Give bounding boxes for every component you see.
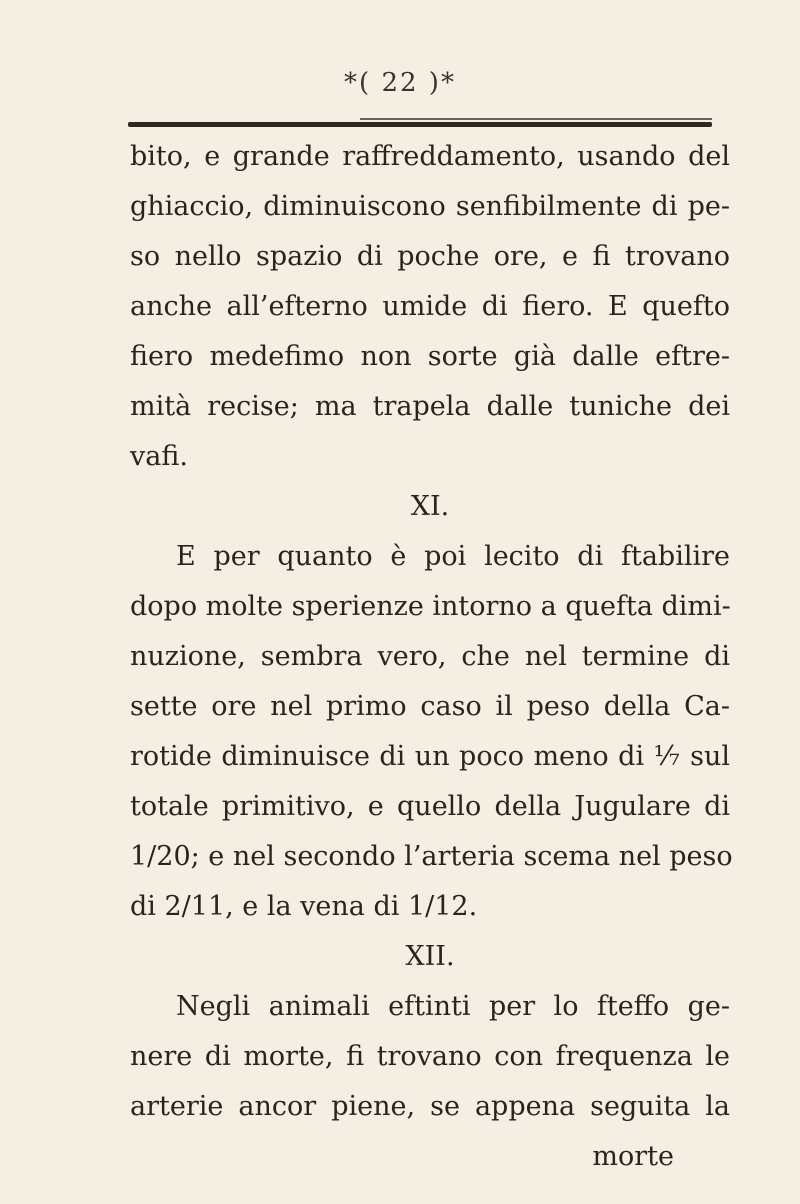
text-line: mità recise; ma trapela dalle tuniche dei (130, 391, 730, 422)
text-line: di 2/11, e la vena di 1/12. (130, 891, 478, 922)
text-line: bito, e grande raffreddamento, usando del (130, 141, 730, 172)
text-line: nuzione, sembra vero, che nel termine di (130, 641, 730, 672)
text-line: vafi. (130, 441, 188, 472)
header-rule-thin (360, 118, 712, 120)
section-heading: XII. (405, 941, 455, 972)
text-line: ghiaccio, diminuiscono senfibilmente di pe- (130, 191, 730, 222)
body-text (130, 132, 733, 1182)
page-number: *( 22 )* (344, 68, 456, 98)
text-line: anche all’efterno umide di fiero. E quefto (130, 291, 730, 322)
text-line: arterie ancor piene, se appena seguita la (130, 1091, 730, 1122)
text-line: so nello spazio di poche ore, e fi trovano (130, 241, 730, 272)
text-line: nere di morte, fi trovano con frequenza le (130, 1041, 730, 1072)
text-line: dopo molte sperienze intorno a quefta dimi- (130, 591, 731, 622)
text-line: E per quanto è poi lecito di ftabilire (176, 541, 730, 572)
text-line: Negli animali eftinti per lo fteffo ge- (176, 991, 730, 1022)
catchword: morte (592, 1141, 674, 1172)
text-line: totale primitivo, e quello della Jugulare di (130, 791, 730, 822)
header-rule (128, 122, 712, 127)
text-line: rotide diminuisce di un poco meno di ⅐ sul (130, 741, 730, 772)
text-line: fiero medefimo non sorte già dalle eftre- (130, 341, 730, 372)
text-line: 1/20; e nel secondo l’arteria scema nel peso (130, 841, 733, 872)
section-heading: XI. (410, 491, 450, 522)
text-line: sette ore nel primo caso il peso della Ca- (130, 691, 730, 722)
